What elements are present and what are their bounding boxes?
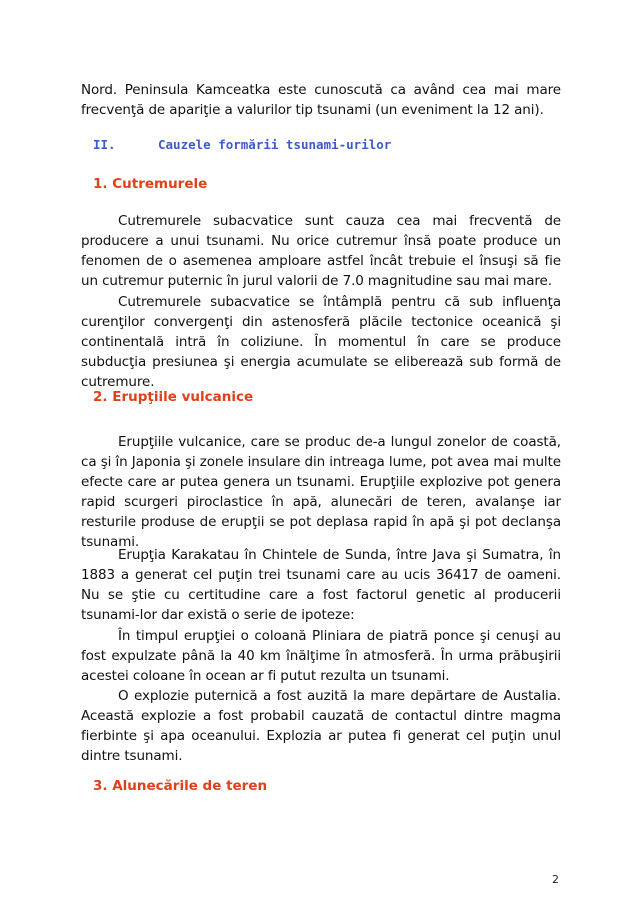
subsection-title-volcanic: 2. Erupţiile vulcanice bbox=[93, 389, 254, 405]
paragraph-volcanic-1: Erupţiile vulcanice, care se produc de-a lungul zonelor de coastă, ca şi în Japonia şi zonele insulare din intreaga lume, pot avea mai multe efecte care ar putea genera un tsunami. Erupţiile explozive pot genera rapid scurgeri piroclastice în apă, alunecări de teren, avalanşe iar resturile produse de erupţii se pot deplasa rapid în apă şi pot declanşa tsunami. bbox=[81, 434, 561, 551]
subsection-title-landslides: 3. Alunecările de teren bbox=[93, 778, 268, 794]
page-number: 2 bbox=[552, 873, 559, 886]
paragraph-volcanic-4: O explozie puternică a fost auzită la mare depărtare de Austalia. Această explozie a fost probabil cauzată de contactul dintre magma fierbinte şi apa oceanului. Explozia ar putea fi generat cel puţin unul dintre tsunami. bbox=[81, 688, 561, 765]
paragraph-earthquakes-2: Cutremurele subacvatice se întâmplă pentru că sub influenţa curenţilor convergenţi din astenosferă plăcile tectonice oceanică şi continentală intră în coliziune. În momentul în care se produce subducţia presiunea şi energia acumulate se eliberează sub formă de cutremure. bbox=[81, 294, 561, 391]
paragraph-earthquakes-1: Cutremurele subacvatice sunt cauza cea mai frecventă de producere a unui tsunami. Nu orice cutremur însă poate produce un fenomen de o asemenea amploare astfel încât trebuie el însuşi să fie un cutremur puternic în jurul valorii de 7.0 magnitudine sau mai mare. bbox=[81, 213, 561, 290]
paragraph-volcanic-2: Erupţia Karakatau în Chintele de Sunda, între Java şi Sumatra, în 1883 a generat cel puţin trei tsunami care au ucis 36417 de oameni. Nu se ştie cu certitudine care a fost factorul genetic al producerii tsunami-lor dar există o serie de ipoteze: bbox=[81, 547, 561, 624]
subsection-title-earthquakes: 1. Cutremurele bbox=[93, 176, 208, 192]
paragraph-volcanic-3: În timpul erupţiei o coloană Pliniara de piatră ponce şi cenuşi au fost expulzate până la 40 km înălţime în atmosferă. În urma prăbuşirii acestei coloane în ocean ar fi putut rezulta un tsunami. bbox=[81, 628, 561, 685]
section-number: II. bbox=[93, 137, 116, 152]
intro-paragraph: Nord. Peninsula Kamceatka este cunoscută ca având cea mai mare frecvenţă de apariţie a valurilor tip tsunami (un eveniment la 12 ani). bbox=[81, 82, 561, 119]
section-title: Cauzele formării tsunami-urilor bbox=[158, 137, 392, 152]
